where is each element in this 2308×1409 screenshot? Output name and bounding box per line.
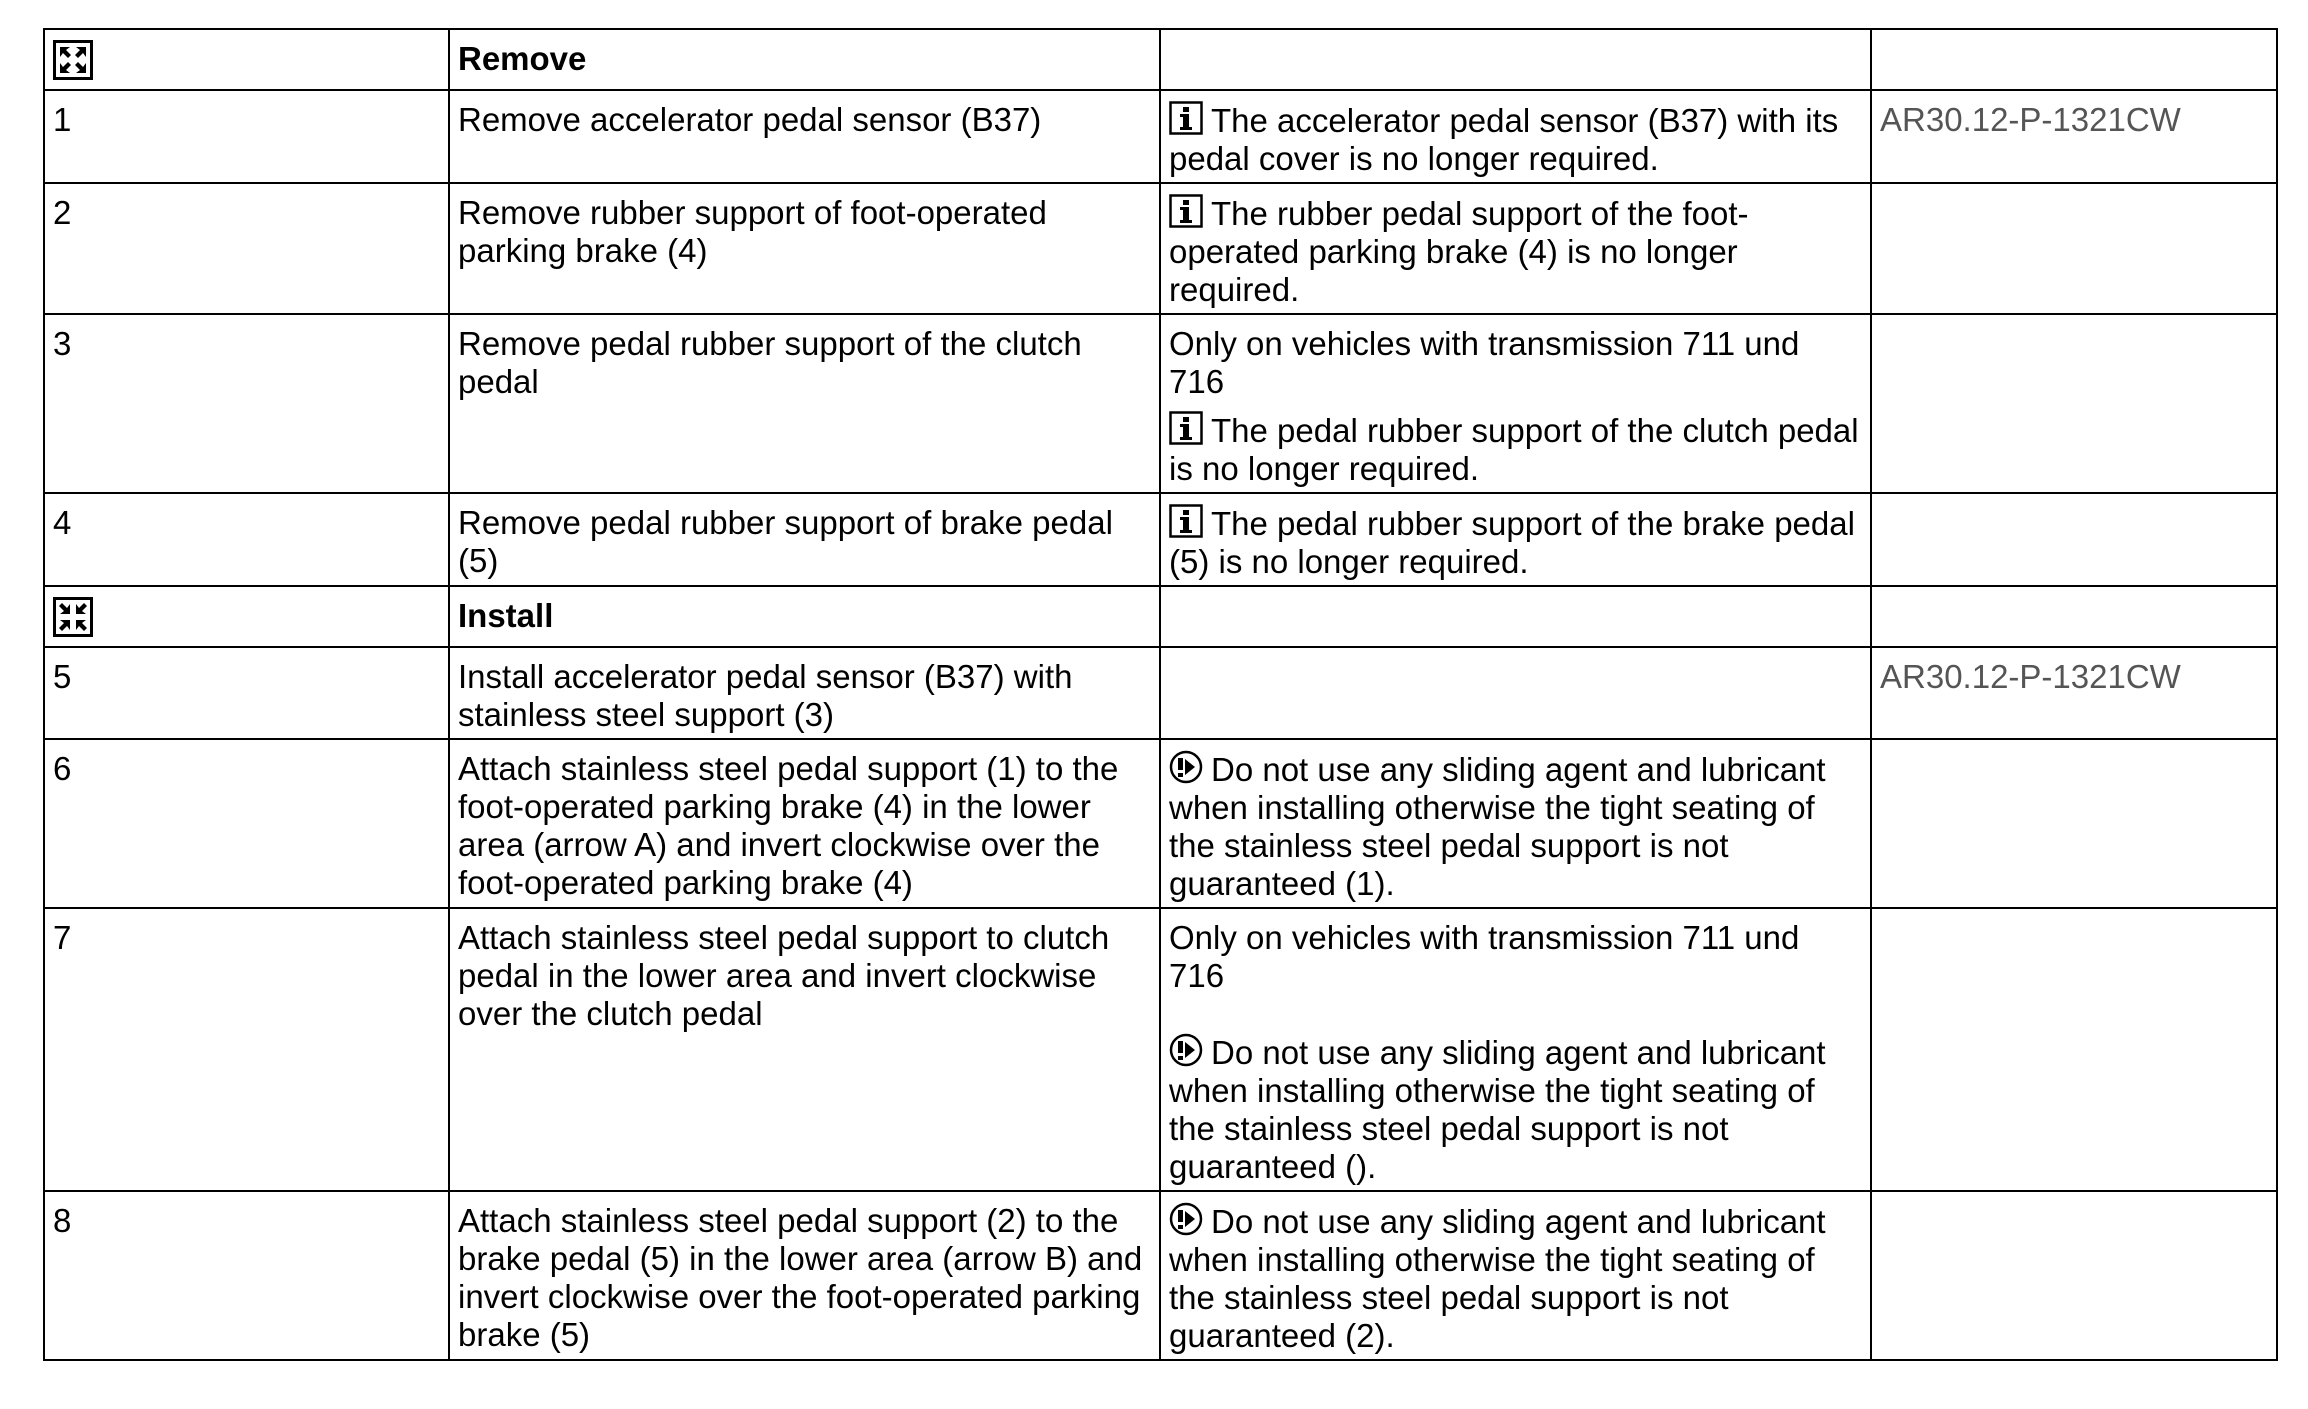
info-icon — [1169, 194, 1203, 228]
note — [1169, 504, 1862, 581]
step-number: 1 — [44, 90, 449, 183]
step-notes — [1160, 739, 1871, 908]
step-notes — [1160, 183, 1871, 314]
reference — [1871, 1191, 2277, 1360]
note-text: Only on vehicles with transmission 711 und 716 — [1169, 919, 1800, 994]
info-icon — [1169, 504, 1203, 538]
reference — [1871, 739, 2277, 908]
step-action: Remove rubber support of foot-operated parking brake (4) — [449, 183, 1160, 314]
table-row — [44, 647, 2277, 739]
note — [1169, 750, 1862, 903]
step-number: 6 — [44, 739, 449, 908]
section-label-cell — [449, 29, 1160, 90]
note — [1169, 1202, 1862, 1355]
remove-section-icon — [53, 40, 93, 80]
step-notes — [1160, 908, 1871, 1191]
empty-cell — [1160, 586, 1871, 647]
step-action: Attach stainless steel pedal support (2) to the brake pedal (5) in the lower area (arrow B) and invert clockwise over the foot-operated parking brake (5) — [449, 1191, 1160, 1360]
table-row — [44, 739, 2277, 908]
table-row — [44, 1191, 2277, 1360]
note-text: Do not use any sliding agent and lubricant when installing otherwise the tight seating of the stainless steel pedal support is not guaranteed (2). — [1169, 1203, 1826, 1354]
step-notes — [1160, 314, 1871, 493]
reference — [1871, 493, 2277, 586]
empty-cell — [1871, 586, 2277, 647]
note — [1169, 411, 1862, 488]
note — [1169, 919, 1862, 995]
step-action: Remove pedal rubber support of the clutch pedal — [449, 314, 1160, 493]
table-row — [44, 314, 2277, 493]
table-row — [44, 908, 2277, 1191]
step-number: 5 — [44, 647, 449, 739]
empty-cell — [1160, 29, 1871, 90]
step-number: 8 — [44, 1191, 449, 1360]
reference-link[interactable]: AR30.12-P-1321CW — [1880, 658, 2181, 695]
empty-cell — [1871, 29, 2277, 90]
step-notes — [1160, 90, 1871, 183]
note-text: The accelerator pedal sensor (B37) with its pedal cover is no longer required. — [1169, 102, 1839, 177]
step-action: Attach stainless steel pedal support to clutch pedal in the lower area and invert clockwise over the clutch pedal — [449, 908, 1160, 1191]
note — [1169, 1033, 1862, 1186]
step-notes — [1160, 647, 1871, 739]
caution-icon — [1169, 1202, 1203, 1236]
table-row — [44, 90, 2277, 183]
reference — [1871, 908, 2277, 1191]
reference[interactable] — [1871, 90, 2277, 183]
step-action: Install accelerator pedal sensor (B37) with stainless steel support (3) — [449, 647, 1160, 739]
note-text: Do not use any sliding agent and lubricant when installing otherwise the tight seating of the stainless steel pedal support is not guaranteed (1). — [1169, 751, 1826, 902]
info-icon — [1169, 411, 1203, 445]
step-action: Remove pedal rubber support of brake pedal (5) — [449, 493, 1160, 586]
step-number: 2 — [44, 183, 449, 314]
note-text: The rubber pedal support of the foot-operated parking brake (4) is no longer required. — [1169, 195, 1749, 308]
step-action: Remove accelerator pedal sensor (B37) — [449, 90, 1160, 183]
section-label-install: Install — [458, 597, 554, 634]
reference — [1871, 183, 2277, 314]
install-section-icon — [53, 597, 93, 637]
note — [1169, 325, 1862, 401]
reference[interactable] — [1871, 647, 2277, 739]
note-text: The pedal rubber support of the brake pedal (5) is no longer required. — [1169, 505, 1855, 580]
note — [1169, 101, 1862, 178]
step-number: 7 — [44, 908, 449, 1191]
note — [1169, 194, 1862, 309]
section-icon-cell — [44, 586, 449, 647]
procedure-table — [43, 28, 2278, 1361]
note-text: The pedal rubber support of the clutch pedal is no longer required. — [1169, 412, 1859, 487]
section-icon-cell — [44, 29, 449, 90]
step-number: 3 — [44, 314, 449, 493]
reference — [1871, 314, 2277, 493]
step-number: 4 — [44, 493, 449, 586]
section-header-install — [44, 586, 2277, 647]
section-label-cell — [449, 586, 1160, 647]
note-text: Only on vehicles with transmission 711 und 716 — [1169, 325, 1800, 400]
step-notes — [1160, 493, 1871, 586]
table-row — [44, 493, 2277, 586]
caution-icon — [1169, 1033, 1203, 1067]
info-icon — [1169, 101, 1203, 135]
caution-icon — [1169, 750, 1203, 784]
reference-link[interactable]: AR30.12-P-1321CW — [1880, 101, 2181, 138]
step-notes — [1160, 1191, 1871, 1360]
table-row — [44, 183, 2277, 314]
note-text: Do not use any sliding agent and lubricant when installing otherwise the tight seating of the stainless steel pedal support is not guaranteed (). — [1169, 1034, 1826, 1185]
section-label-remove: Remove — [458, 40, 587, 77]
step-action: Attach stainless steel pedal support (1) to the foot-operated parking brake (4) in the lower area (arrow A) and invert clockwise over the foot-operated parking brake (4) — [449, 739, 1160, 908]
section-header-remove — [44, 29, 2277, 90]
